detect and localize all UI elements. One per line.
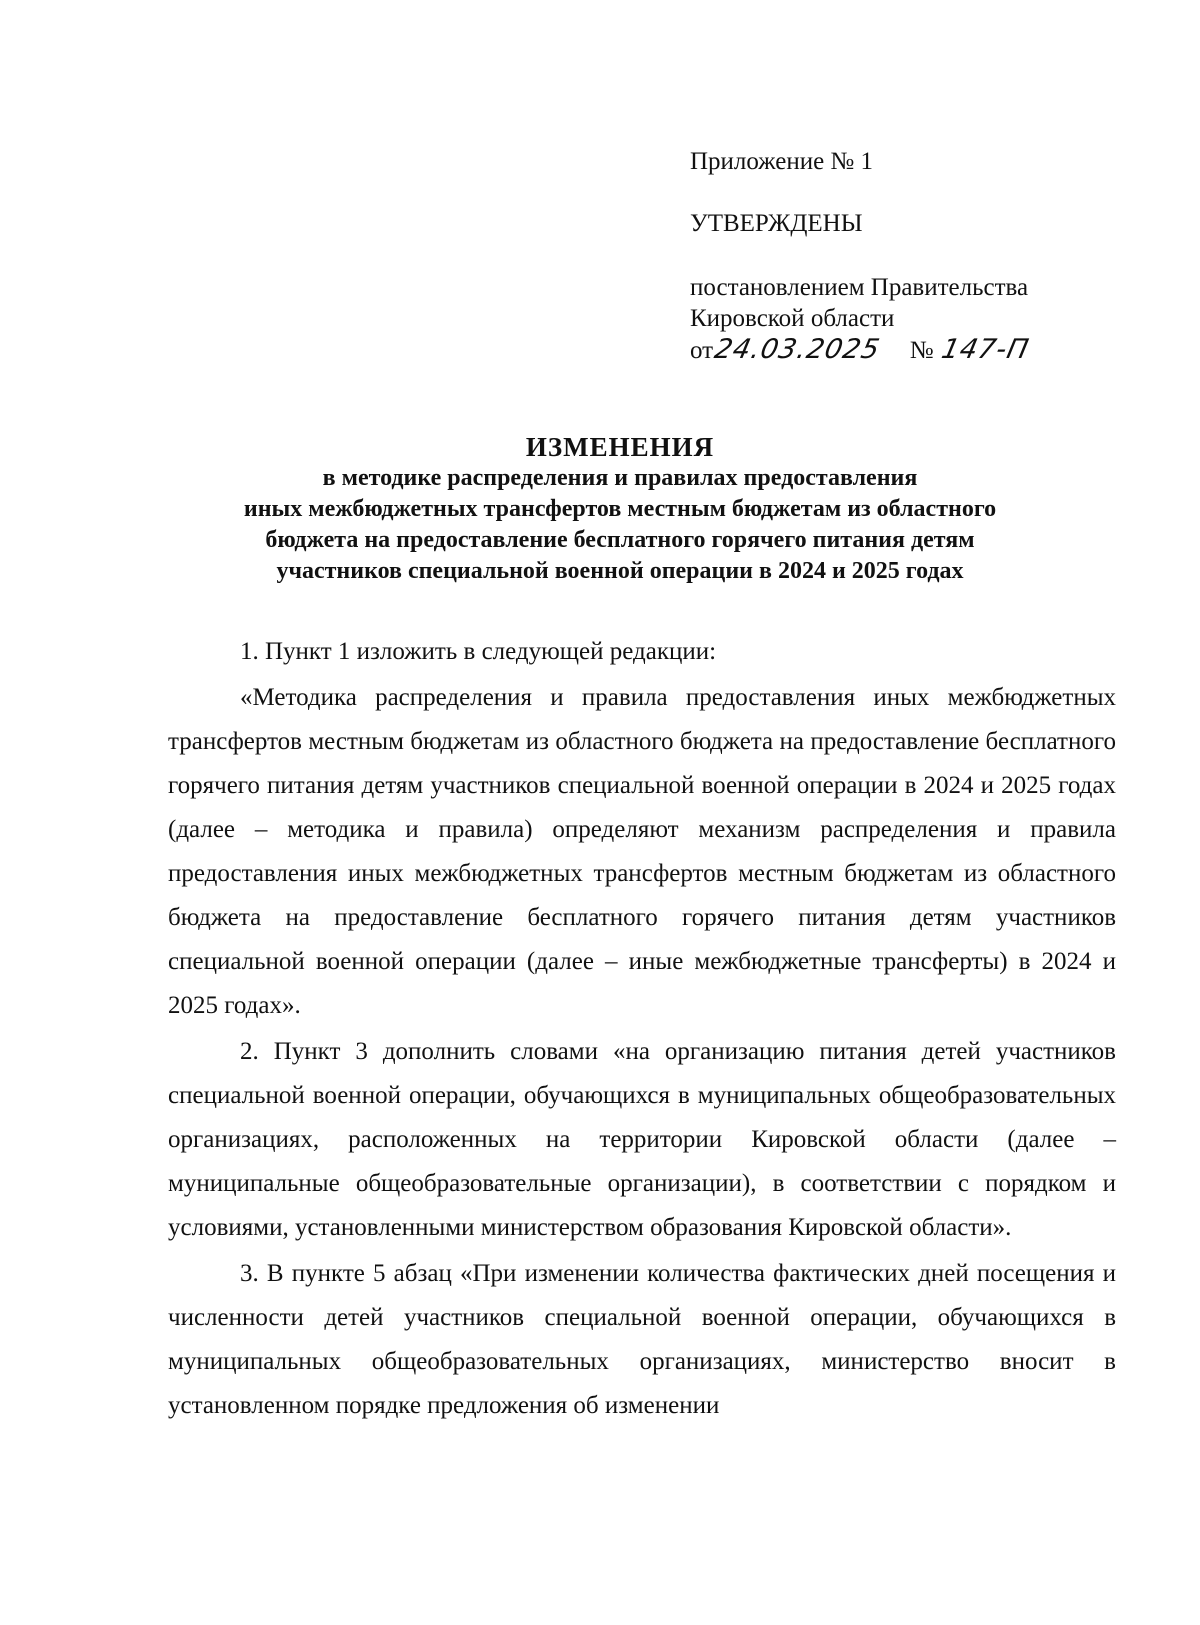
appendix-label: Приложение № 1 [690, 148, 874, 175]
title-line-3: бюджета на предоставление бесплатного горячего питания детям [265, 527, 975, 553]
decree-line-2: Кировской области [690, 305, 895, 332]
title-line-2: иных межбюджетных трансфертов местным бюджетам из областного [243, 496, 997, 522]
document-title [140, 432, 1100, 587]
paragraph-3: 2. Пункт 3 дополнить словами «на организацию питания детей участников специальной военной операции, обучающихся в муниципальных общеобразовательных организациях, расположенных на территории Кировской области (далее – муниципальные общеобразовательные организации), в соответствии с порядком и условиями, установленными министерством образования Кировской области». [168, 1038, 1116, 1241]
decree-line-3 [690, 334, 1032, 366]
title-line-4: участников специальной военной операции в 2024 и 2025 годах [276, 558, 964, 584]
document-body [168, 630, 1116, 1430]
handwritten-date: 24.03.2025 [711, 334, 883, 365]
title-main: ИЗМЕНЕНИЯ [525, 432, 715, 462]
approved-label: УТВЕРЖДЕНЫ [690, 210, 863, 237]
paragraph-2: «Методика распределения и правила предоставления иных межбюджетных трансфертов местным бюджетам из областного бюджета на предоставление бесплатного горячего питания детям участников специальной военной операции в 2024 и 2025 годах (далее – методика и правила) определяют механизм распределения и правила предоставления иных межбюджетных трансфертов местным бюджетам из областного бюджета на предоставление бесплатного горячего питания детям участников специальной военной операции (далее – иные межбюджетные трансферты) в 2024 и 2025 годах». [168, 684, 1116, 1019]
number-sign: № [909, 337, 934, 364]
decree-line-1: постановлением Правительства [690, 274, 1029, 301]
handwritten-number: 147-П [938, 334, 1032, 365]
decree-reference [690, 272, 1032, 366]
title-line-1: в методике распределения и правилах предоставления [322, 465, 918, 491]
from-label: от [690, 337, 714, 364]
paragraph-1: 1. Пункт 1 изложить в следующей редакции: [240, 638, 717, 665]
paragraph-4: 3. В пункте 5 абзац «При изменении количества фактических дней посещения и численности детей участников специальной военной операции, обучающихся в муниципальных общеобразовательных организациях, министерство вносит в установленном порядке предложения об изменении [168, 1260, 1116, 1419]
